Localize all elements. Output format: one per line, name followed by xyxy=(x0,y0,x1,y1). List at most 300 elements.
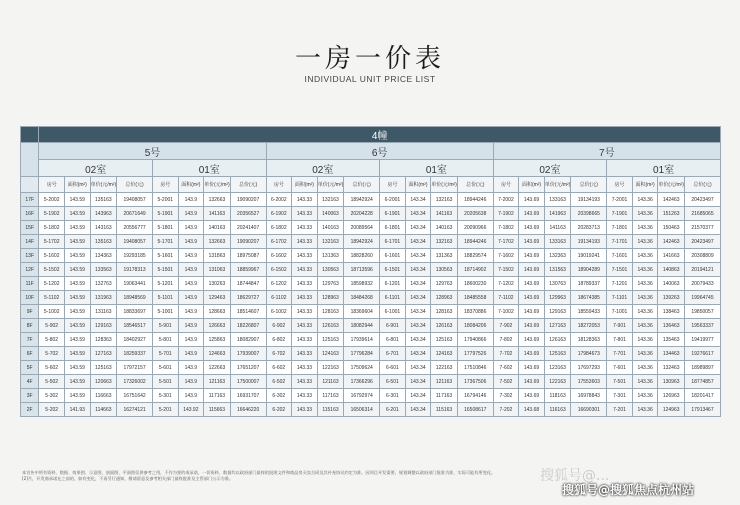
table-cell: 16978843 xyxy=(571,389,607,403)
table-cell: 5-1101 xyxy=(152,291,178,305)
table-cell: 7-2002 xyxy=(493,193,519,207)
table-cell: 143.9 xyxy=(178,277,204,291)
table-cell: 7-901 xyxy=(607,319,633,333)
table-cell: 143.69 xyxy=(519,291,545,305)
column-header-row xyxy=(21,177,721,193)
table-cell: 18989897 xyxy=(684,361,720,375)
floor-label: 7F xyxy=(21,333,39,347)
table-cell: 143.34 xyxy=(405,319,431,333)
table-cell: 7-1801 xyxy=(607,221,633,235)
room-label: 02室 xyxy=(39,160,153,177)
column-header: 总价(元) xyxy=(344,177,380,193)
table-cell: 143.34 xyxy=(405,361,431,375)
table-cell: 20423497 xyxy=(684,235,720,249)
table-cell: 143.36 xyxy=(632,207,658,221)
table-cell: 150463 xyxy=(658,221,685,235)
table-cell: 6-201 xyxy=(380,403,406,417)
table-cell: 143.59 xyxy=(64,263,90,277)
table-cell: 6-1702 xyxy=(266,235,292,249)
table-cell: 16690301 xyxy=(571,403,607,417)
table-cell: 18833697 xyxy=(117,305,153,319)
floor-label: 6F xyxy=(21,347,39,361)
table-cell: 5-701 xyxy=(152,347,178,361)
table-cell: 122663 xyxy=(204,361,231,375)
table-cell: 143.69 xyxy=(519,193,545,207)
table-cell: 143.59 xyxy=(64,347,90,361)
table-cell: 20194121 xyxy=(684,263,720,277)
table-cell: 143.69 xyxy=(519,319,545,333)
table-cell: 19563337 xyxy=(684,319,720,333)
table-cell: 143.59 xyxy=(64,277,90,291)
table-cell: 18272053 xyxy=(571,319,607,333)
table-cell: 6-1801 xyxy=(380,221,406,235)
room-label: 02室 xyxy=(493,160,607,177)
table-cell: 17913467 xyxy=(684,403,720,417)
table-cell: 143.36 xyxy=(632,347,658,361)
table-cell: 140163 xyxy=(431,221,458,235)
table-cell: 18546517 xyxy=(117,319,153,333)
table-cell: 143.59 xyxy=(64,389,90,403)
room-header-row xyxy=(21,160,721,177)
table-cell: 134363 xyxy=(90,249,117,263)
table-cell: 143.69 xyxy=(519,263,545,277)
table-cell: 7-201 xyxy=(607,403,633,417)
table-cell: 7-501 xyxy=(607,375,633,389)
table-cell: 131963 xyxy=(90,291,117,305)
column-header: 面积(m²) xyxy=(405,177,431,193)
table-cell: 121163 xyxy=(204,375,231,389)
table-cell: 5-1901 xyxy=(152,207,178,221)
column-header: 面积(m²) xyxy=(64,177,90,193)
table-cell: 20204228 xyxy=(344,207,380,221)
table-cell: 6-1201 xyxy=(380,277,406,291)
table-cell: 143.33 xyxy=(292,291,318,305)
table-cell: 20079433 xyxy=(684,277,720,291)
table-cell: 143.59 xyxy=(64,375,90,389)
room-label: 02室 xyxy=(266,160,380,177)
table-cell: 7-302 xyxy=(493,389,519,403)
table-cell: 16508617 xyxy=(457,403,493,417)
table-row xyxy=(21,249,721,263)
table-cell: 6-901 xyxy=(380,319,406,333)
table-cell: 7-1202 xyxy=(493,277,519,291)
table-cell: 6-202 xyxy=(266,403,292,417)
table-cell: 18084206 xyxy=(457,319,493,333)
table-cell: 143.33 xyxy=(292,403,318,417)
table-cell: 19964745 xyxy=(684,291,720,305)
table-cell: 143.34 xyxy=(405,277,431,291)
table-cell: 143.69 xyxy=(519,207,545,221)
table-cell: 19850057 xyxy=(684,305,720,319)
table-cell: 18714902 xyxy=(457,263,493,277)
table-cell: 143.33 xyxy=(292,235,318,249)
table-cell: 17500007 xyxy=(230,375,266,389)
table-cell: 5-1601 xyxy=(152,249,178,263)
table-cell: 122163 xyxy=(544,375,571,389)
table-cell: 19063441 xyxy=(117,277,153,291)
table-row xyxy=(21,347,721,361)
table-cell: 129163 xyxy=(90,319,117,333)
table-row xyxy=(21,333,721,347)
column-header: 房号 xyxy=(607,177,633,193)
table-cell: 20308809 xyxy=(684,249,720,263)
table-cell: 132163 xyxy=(317,193,344,207)
table-cell: 18598932 xyxy=(344,277,380,291)
price-table xyxy=(20,126,721,417)
table-cell: 5-602 xyxy=(39,361,65,375)
table-cell: 130263 xyxy=(204,277,231,291)
column-header: 面积(m²) xyxy=(178,177,204,193)
table-cell: 5-302 xyxy=(39,389,65,403)
table-cell: 141163 xyxy=(204,207,231,221)
table-cell: 143.36 xyxy=(632,389,658,403)
table-cell: 133563 xyxy=(90,263,117,277)
table-row xyxy=(21,221,721,235)
table-cell: 131863 xyxy=(204,249,231,263)
table-cell: 6-801 xyxy=(380,333,406,347)
table-cell: 143.9 xyxy=(178,333,204,347)
floor-label: 16F xyxy=(21,207,39,221)
table-cell: 19293185 xyxy=(117,249,153,263)
table-cell: 143963 xyxy=(90,207,117,221)
table-cell: 7-801 xyxy=(607,333,633,347)
table-cell: 18829574 xyxy=(457,249,493,263)
table-cell: 131163 xyxy=(90,305,117,319)
floor-label: 11F xyxy=(21,277,39,291)
table-cell: 135163 xyxy=(90,235,117,249)
table-cell: 125163 xyxy=(90,361,117,375)
table-cell: 141.93 xyxy=(64,403,90,417)
table-cell: 132163 xyxy=(431,235,458,249)
table-cell: 114663 xyxy=(90,403,117,417)
table-cell: 17972157 xyxy=(117,361,153,375)
floor-label: 12F xyxy=(21,263,39,277)
table-cell: 143.9 xyxy=(178,249,204,263)
table-cell: 129763 xyxy=(317,277,344,291)
table-cell: 7-701 xyxy=(607,347,633,361)
table-cell: 18859967 xyxy=(230,263,266,277)
table-cell: 143.34 xyxy=(405,291,431,305)
table-cell: 143.9 xyxy=(178,291,204,305)
table-cell: 142463 xyxy=(658,235,685,249)
table-cell: 6-802 xyxy=(266,333,292,347)
table-cell: 133163 xyxy=(544,193,571,207)
table-cell: 5-1702 xyxy=(39,235,65,249)
table-cell: 5-1001 xyxy=(152,305,178,319)
table-cell: 143.36 xyxy=(632,291,658,305)
column-header: 房号 xyxy=(493,177,519,193)
table-cell: 5-201 xyxy=(152,403,178,417)
table-cell: 126963 xyxy=(658,389,685,403)
table-row xyxy=(21,305,721,319)
floor-label: 9F xyxy=(21,305,39,319)
table-cell: 6-1102 xyxy=(266,291,292,305)
table-cell: 117163 xyxy=(431,389,458,403)
table-cell: 19178313 xyxy=(117,263,153,277)
table-cell: 143.33 xyxy=(292,375,318,389)
table-cell: 7-1001 xyxy=(607,305,633,319)
table-cell: 143.9 xyxy=(178,389,204,403)
table-cell: 6-902 xyxy=(266,319,292,333)
table-cell: 124663 xyxy=(204,347,231,361)
table-cell: 17796284 xyxy=(344,347,380,361)
table-cell: 115663 xyxy=(204,403,231,417)
room-label: 01室 xyxy=(380,160,494,177)
table-cell: 143.69 xyxy=(519,235,545,249)
table-cell: 140163 xyxy=(317,221,344,235)
floor-label: 13F xyxy=(21,249,39,263)
table-cell: 7-1701 xyxy=(607,235,633,249)
table-cell: 143.33 xyxy=(292,207,318,221)
table-cell: 126163 xyxy=(544,333,571,347)
table-cell: 143.59 xyxy=(64,305,90,319)
floor-corner xyxy=(21,127,39,143)
table-cell: 143.9 xyxy=(178,305,204,319)
column-header: 单价(元/m²) xyxy=(317,177,344,193)
table-cell: 17366296 xyxy=(344,375,380,389)
table-cell: 6-1901 xyxy=(380,207,406,221)
column-header: 房号 xyxy=(380,177,406,193)
column-header: 总价(元) xyxy=(684,177,720,193)
column-header: 面积(m²) xyxy=(519,177,545,193)
table-cell: 16751642 xyxy=(117,389,153,403)
table-cell: 7-601 xyxy=(607,361,633,375)
table-cell: 142463 xyxy=(658,193,685,207)
table-cell: 7-702 xyxy=(493,347,519,361)
table-cell: 6-502 xyxy=(266,375,292,389)
table-cell: 139263 xyxy=(658,291,685,305)
column-header: 单价(元/m²) xyxy=(658,177,685,193)
table-cell: 19134193 xyxy=(571,193,607,207)
table-cell: 18975087 xyxy=(230,249,266,263)
floor-label: 8F xyxy=(21,319,39,333)
table-cell: 18944246 xyxy=(457,193,493,207)
table-cell: 143.33 xyxy=(292,263,318,277)
table-cell: 131563 xyxy=(544,263,571,277)
table-cell: 120663 xyxy=(90,375,117,389)
table-cell: 19408057 xyxy=(117,193,153,207)
table-cell: 116663 xyxy=(90,389,117,403)
table-cell: 20671649 xyxy=(117,207,153,221)
table-cell: 18082944 xyxy=(344,319,380,333)
table-cell: 122163 xyxy=(431,361,458,375)
table-cell: 19419977 xyxy=(684,333,720,347)
page-title: 一房一价表 xyxy=(294,44,445,74)
table-cell: 18713596 xyxy=(344,263,380,277)
table-cell: 20556777 xyxy=(117,221,153,235)
table-cell: 128363 xyxy=(90,333,117,347)
table-cell: 143.9 xyxy=(178,221,204,235)
table-cell: 18559433 xyxy=(571,305,607,319)
table-cell: 143.59 xyxy=(64,249,90,263)
column-header: 房号 xyxy=(266,177,292,193)
table-cell: 7-1601 xyxy=(607,249,633,263)
table-cell: 5-1602 xyxy=(39,249,65,263)
table-cell: 143.9 xyxy=(178,235,204,249)
table-cell: 6-501 xyxy=(380,375,406,389)
table-cell: 135163 xyxy=(90,193,117,207)
table-cell: 130563 xyxy=(317,263,344,277)
table-cell: 115163 xyxy=(431,403,458,417)
table-cell: 5-1201 xyxy=(152,277,178,291)
table-cell: 18485558 xyxy=(457,291,493,305)
table-cell: 18082907 xyxy=(230,333,266,347)
table-cell: 128663 xyxy=(204,305,231,319)
table-cell: 5-301 xyxy=(152,389,178,403)
floor-header xyxy=(21,177,39,193)
table-cell: 124963 xyxy=(658,403,685,417)
column-header: 房号 xyxy=(39,177,65,193)
table-cell: 143.9 xyxy=(178,263,204,277)
table-cell: 143.9 xyxy=(178,375,204,389)
table-cell: 7-802 xyxy=(493,333,519,347)
table-cell: 17651207 xyxy=(230,361,266,375)
watermark-faint: 搜狐号@... xyxy=(540,468,610,484)
table-cell: 127163 xyxy=(90,347,117,361)
room-label: 01室 xyxy=(607,160,721,177)
table-cell: 143.69 xyxy=(519,361,545,375)
table-cell: 143.59 xyxy=(64,207,90,221)
table-cell: 7-602 xyxy=(493,361,519,375)
table-cell: 143.33 xyxy=(292,305,318,319)
table-cell: 7-502 xyxy=(493,375,519,389)
table-cell: 19408057 xyxy=(117,235,153,249)
table-cell: 141663 xyxy=(658,249,685,263)
table-cell: 16792974 xyxy=(344,389,380,403)
table-cell: 143.34 xyxy=(405,403,431,417)
table-cell: 121163 xyxy=(317,375,344,389)
table-cell: 7-1802 xyxy=(493,221,519,235)
table-cell: 143.9 xyxy=(178,361,204,375)
table-cell: 136463 xyxy=(658,319,685,333)
table-cell: 17510846 xyxy=(457,361,493,375)
table-cell: 6-302 xyxy=(266,389,292,403)
table-cell: 5-1701 xyxy=(152,235,178,249)
table-cell: 19134193 xyxy=(571,235,607,249)
floor-label: 3F xyxy=(21,389,39,403)
table-cell: 5-202 xyxy=(39,403,65,417)
table-cell: 20283713 xyxy=(571,221,607,235)
table-cell: 6-2002 xyxy=(266,193,292,207)
column-header: 单价(元/m²) xyxy=(204,177,231,193)
column-header: 房号 xyxy=(152,177,178,193)
column-header: 总价(元) xyxy=(230,177,266,193)
floor-label: 17F xyxy=(21,193,39,207)
table-cell: 17553603 xyxy=(571,375,607,389)
table-row xyxy=(21,361,721,375)
unit-header-row xyxy=(21,143,721,160)
table-row xyxy=(21,375,721,389)
table-cell: 143.59 xyxy=(64,291,90,305)
table-cell: 129763 xyxy=(431,277,458,291)
table-cell: 121163 xyxy=(431,375,458,389)
table-cell: 6-1502 xyxy=(266,263,292,277)
table-cell: 143.34 xyxy=(405,207,431,221)
table-cell: 7-1501 xyxy=(607,263,633,277)
unit-label: 6号 xyxy=(266,143,493,160)
table-cell: 143.69 xyxy=(519,333,545,347)
floor-label: 2F xyxy=(21,403,39,417)
table-cell: 6-1802 xyxy=(266,221,292,235)
table-cell: 18201417 xyxy=(684,389,720,403)
table-cell: 126163 xyxy=(431,319,458,333)
table-cell: 17939007 xyxy=(230,347,266,361)
table-cell: 5-2001 xyxy=(152,193,178,207)
table-cell: 20090966 xyxy=(457,221,493,235)
table-cell: 6-1202 xyxy=(266,277,292,291)
table-cell: 143.36 xyxy=(632,235,658,249)
table-cell: 7-202 xyxy=(493,403,519,417)
table-cell: 7-1902 xyxy=(493,207,519,221)
table-cell: 18774857 xyxy=(684,375,720,389)
table-cell: 5-1802 xyxy=(39,221,65,235)
floor-blank xyxy=(21,143,39,177)
table-cell: 126163 xyxy=(317,319,344,333)
table-cell: 122163 xyxy=(317,361,344,375)
table-row xyxy=(21,193,721,207)
table-cell: 18942924 xyxy=(344,193,380,207)
table-cell: 6-1701 xyxy=(380,235,406,249)
column-header: 总价(元) xyxy=(457,177,493,193)
watermark: 搜狐号@搜狐焦点杭州站 xyxy=(562,483,695,497)
table-cell: 143.33 xyxy=(292,347,318,361)
table-cell: 143.36 xyxy=(632,403,658,417)
table-cell: 7-1901 xyxy=(607,207,633,221)
table-cell: 115163 xyxy=(317,403,344,417)
table-cell: 143.59 xyxy=(64,333,90,347)
table-row xyxy=(21,235,721,249)
table-cell: 5-2002 xyxy=(39,193,65,207)
table-cell: 124163 xyxy=(317,347,344,361)
table-cell: 17939614 xyxy=(344,333,380,347)
table-cell: 20089564 xyxy=(344,221,380,235)
table-cell: 133163 xyxy=(544,235,571,249)
table-cell: 140063 xyxy=(317,207,344,221)
table-cell: 118163 xyxy=(544,389,571,403)
unit-label: 5号 xyxy=(39,143,266,160)
table-row xyxy=(21,207,721,221)
table-cell: 131363 xyxy=(431,249,458,263)
table-cell: 143.36 xyxy=(632,361,658,375)
table-cell: 132463 xyxy=(658,361,685,375)
table-cell: 143.34 xyxy=(405,375,431,389)
table-cell: 141163 xyxy=(431,207,458,221)
table-cell: 143.59 xyxy=(64,193,90,207)
table-cell: 16274121 xyxy=(117,403,153,417)
table-cell: 143.9 xyxy=(178,319,204,333)
table-cell: 143.36 xyxy=(632,193,658,207)
table-cell: 143.69 xyxy=(519,389,545,403)
table-cell: 5-1002 xyxy=(39,305,65,319)
table-cell: 143.36 xyxy=(632,221,658,235)
table-cell: 143.69 xyxy=(519,221,545,235)
table-cell: 143.36 xyxy=(632,277,658,291)
disclaimer-line: [2]月，开发商承诺在之前的，如有变化，不再另行通知，敬请留意及参考相关部门最终批准及主管部门公示为准。 xyxy=(22,476,234,481)
table-cell: 18744847 xyxy=(230,277,266,291)
table-cell: 18484268 xyxy=(344,291,380,305)
table-cell: 20356527 xyxy=(230,207,266,221)
table-cell: 18942924 xyxy=(344,235,380,249)
table-cell: 132763 xyxy=(90,277,117,291)
table-cell: 129963 xyxy=(544,291,571,305)
table-row xyxy=(21,389,721,403)
table-row xyxy=(21,319,721,333)
floor-label: 10F xyxy=(21,291,39,305)
table-cell: 17697293 xyxy=(571,361,607,375)
table-cell: 16794146 xyxy=(457,389,493,403)
table-cell: 5-901 xyxy=(152,319,178,333)
table-cell: 5-1501 xyxy=(152,263,178,277)
